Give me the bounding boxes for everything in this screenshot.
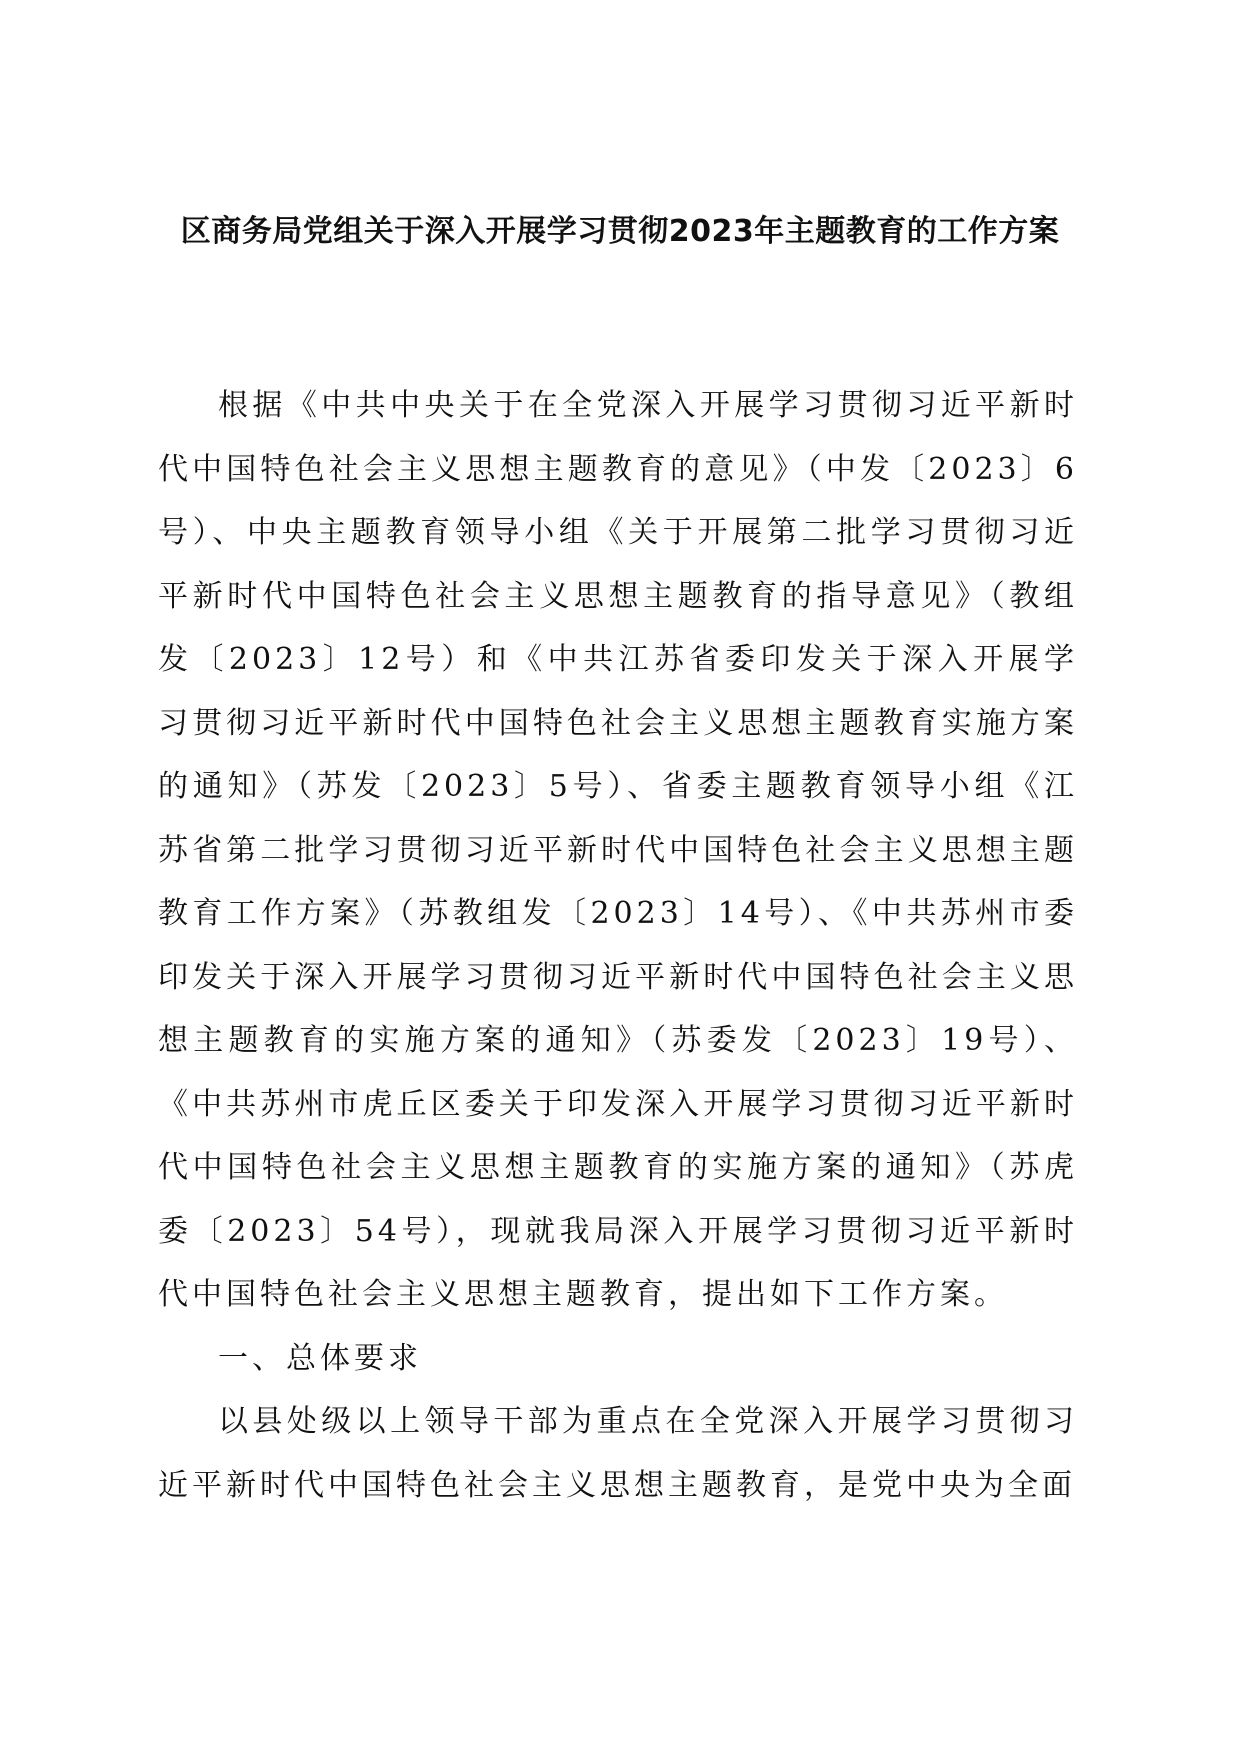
intro-paragraph: 根据《中共中央关于在全党深入开展学习贯彻习近平新时代中国特色社会主义思想主题教育的意见》（中发〔2023〕6号）、中央主题教育领导小组《关于开展第二批学习贯彻习近平新时代中国特色社会主义思想主题教育的指导意见》（教组发〔2023〕12号）和《中共江苏省委印发关于深入开展学习贯彻习近平新时代中国特色社会主义思想主题教育实施方案的通知》（苏发〔2023〕5号）、省委主题教育领导小组《江苏省第二批学习贯彻习近平新时代中国特色社会主义思想主题教育工作方案》（苏教组发〔2023〕14号）、《中共苏州市委印发关于深入开展学习贯彻习近平新时代中国特色社会主义思想主题教育的实施方案的通知》（苏委发〔2023〕19号）、《中共苏州市虎丘区委关于印发深入开展学习贯彻习近平新时代中国特色社会主义思想主题教育的实施方案的通知》（苏虎委〔2023〕54号），现就我局深入开展学习贯彻习近平新时代中国特色社会主义思想主题教育，提出如下工作方案。 <box>158 388 1078 1312</box>
document-title: 区商务局党组关于深入开展学习贯彻2023年主题教育的工作方案 <box>180 214 1060 249</box>
section-1-paragraph: 以县处级以上领导干部为重点在全党深入开展学习贯彻习近平新时代中国特色社会主义思想主题教育，是党中央为全面 <box>158 1404 1078 1503</box>
section-heading-overall-requirements: 一、总体要求 <box>218 1340 422 1376</box>
document-body <box>158 374 1078 1517</box>
